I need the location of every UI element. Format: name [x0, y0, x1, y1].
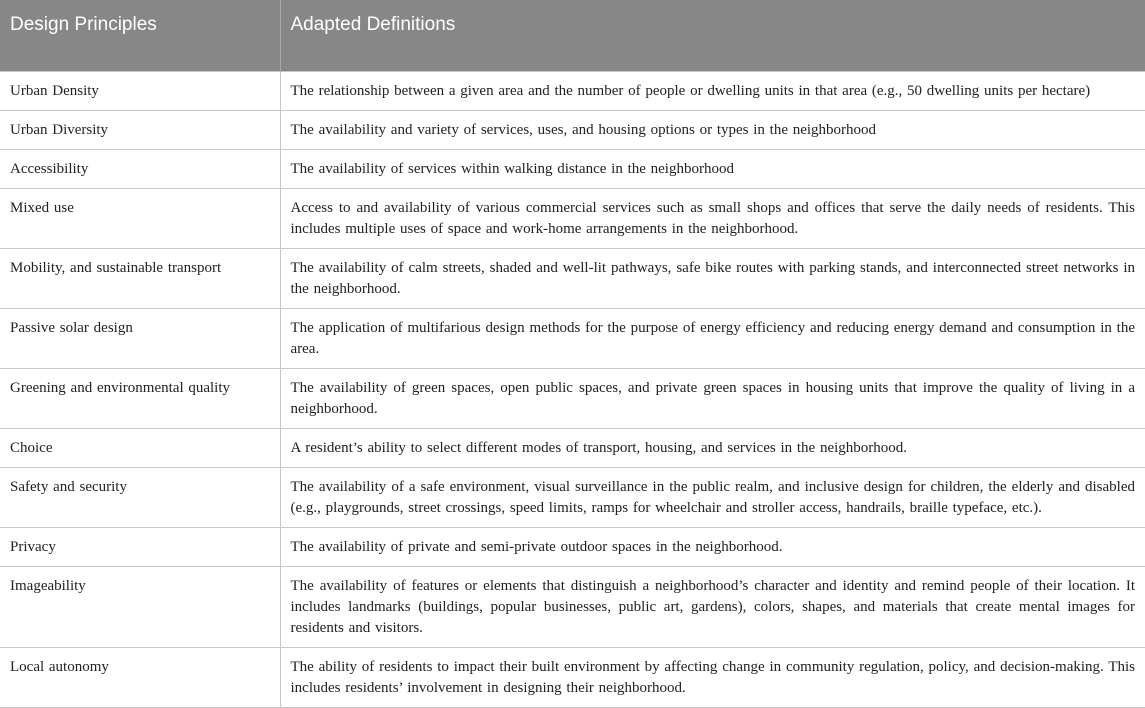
table-row — [0, 527, 1145, 566]
table-row — [0, 566, 1145, 647]
principle-cell: Imageability — [0, 566, 280, 647]
table-row — [0, 647, 1145, 707]
definition-cell: The availability of calm streets, shaded and well-lit pathways, safe bike routes with parking stands, and interconnected street networks in the neighborhood. — [280, 248, 1145, 308]
principle-cell: Greening and environmental quality — [0, 368, 280, 428]
principle-cell: Choice — [0, 428, 280, 467]
definition-cell: The relationship between a given area and the number of people or dwelling units in that area (e.g., 50 dwelling units per hectare) — [280, 71, 1145, 110]
principle-cell: Accessibility — [0, 149, 280, 188]
table-row — [0, 149, 1145, 188]
definition-cell: The availability of services within walking distance in the neighborhood — [280, 149, 1145, 188]
principle-cell: Privacy — [0, 527, 280, 566]
definition-cell: Access to and availability of various commercial services such as small shops and offices that serve the daily needs of residents. This includes multiple uses of space and work-home arrangements in the neighborhood. — [280, 188, 1145, 248]
principle-cell: Passive solar design — [0, 308, 280, 368]
principle-cell: Safety and security — [0, 467, 280, 527]
definition-cell: The availability of private and semi-private outdoor spaces in the neighborhood. — [280, 527, 1145, 566]
table-row — [0, 368, 1145, 428]
definition-cell: The availability of a safe environment, visual surveillance in the public realm, and inclusive design for children, the elderly and disabled (e.g., playgrounds, street crossings, speed limits, ramps for wheelchair and stroller access, handrails, braille typeface, etc.). — [280, 467, 1145, 527]
table-row — [0, 467, 1145, 527]
table-row — [0, 71, 1145, 110]
definition-cell: The availability of features or elements that distinguish a neighborhood’s character and identity and remind people of their location. It includes landmarks (buildings, popular businesses, public art, gardens), colors, shapes, and materials that create mental images for residents and visitors. — [280, 566, 1145, 647]
table-row — [0, 248, 1145, 308]
table-row — [0, 188, 1145, 248]
definition-cell: The ability of residents to impact their built environment by affecting change in community regulation, policy, and decision-making. This includes residents’ involvement in designing their neighborhood. — [280, 647, 1145, 707]
definition-cell: The availability and variety of services, uses, and housing options or types in the neighborhood — [280, 110, 1145, 149]
principle-cell: Urban Density — [0, 71, 280, 110]
principle-cell: Urban Diversity — [0, 110, 280, 149]
principle-cell: Mobility, and sustainable transport — [0, 248, 280, 308]
principle-cell: Mixed use — [0, 188, 280, 248]
header-row — [0, 0, 1145, 71]
table-row — [0, 110, 1145, 149]
table-row — [0, 308, 1145, 368]
header-design-principles: Design Principles — [0, 0, 280, 71]
definition-cell: The application of multifarious design methods for the purpose of energy efficiency and reducing energy demand and consumption in the area. — [280, 308, 1145, 368]
header-adapted-definitions: Adapted Definitions — [280, 0, 1145, 71]
definition-cell: A resident’s ability to select different modes of transport, housing, and services in the neighborhood. — [280, 428, 1145, 467]
definition-cell: The availability of green spaces, open public spaces, and private green spaces in housing units that improve the quality of living in a neighborhood. — [280, 368, 1145, 428]
principle-cell: Local autonomy — [0, 647, 280, 707]
table-row — [0, 428, 1145, 467]
